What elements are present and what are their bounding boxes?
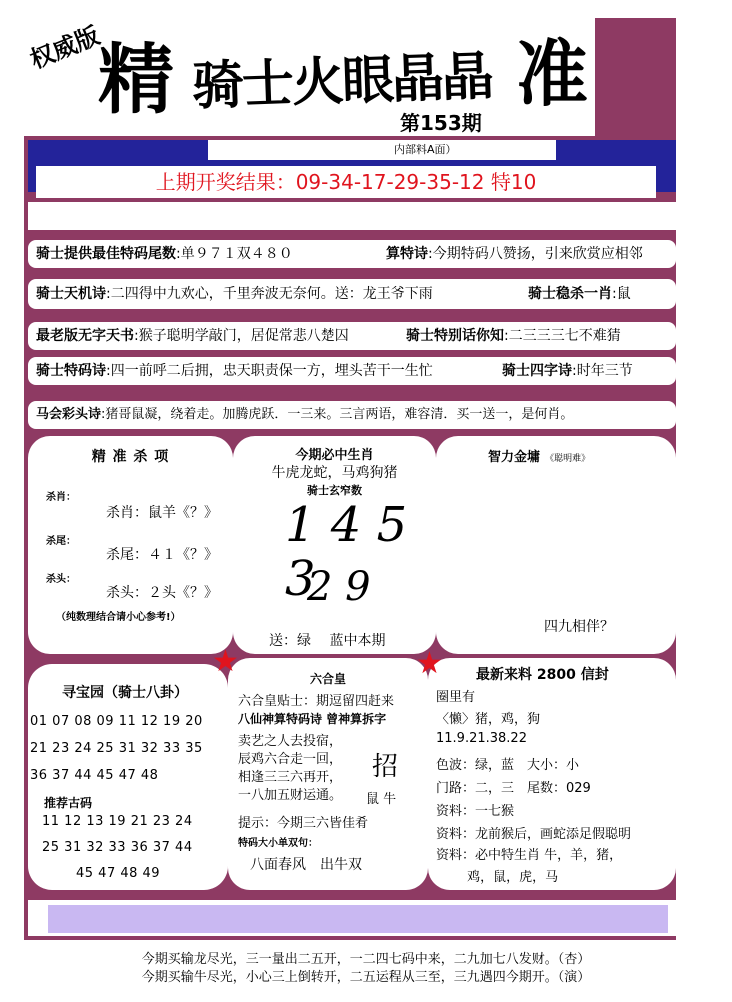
row3-label2: 骑士特别话你知 (406, 328, 504, 344)
kill-title: 精 准 杀 项 (91, 449, 170, 465)
latest-line-9: 鸡，鼠，虎，马 (450, 870, 559, 885)
char-left: 精 (98, 35, 174, 124)
latest-line-4: 色波：绿，蓝 大小：小 (436, 758, 580, 773)
zodiac-value: 牛虎龙蛇，马鸡狗猪 (271, 465, 398, 481)
latest-title: 最新来料 2800 信封 (476, 667, 609, 683)
row5-label: 马会彩头诗 (36, 407, 102, 422)
zodiac-panel (233, 436, 436, 654)
row-lucky-poem (28, 401, 676, 429)
star-icon: ★ (416, 646, 443, 681)
lilac-strip (48, 905, 668, 933)
puzzle-title: 智力金墉 (488, 450, 541, 465)
row4-label2: 骑士四字诗 (502, 363, 572, 379)
row3-value: :猴子聪明学敲门，居促常悲八楚囚 (134, 328, 349, 344)
liuhe-big-char: 招 (372, 752, 399, 782)
latest-line-7: 资料：龙前猴后，画蛇添足假聪明 (436, 827, 632, 842)
row-special-poem (28, 357, 676, 385)
liuhe-sticker: 六合皇贴士：期逗留四赶来 (238, 694, 395, 709)
liuhe-small-chars: 鼠 牛 (366, 792, 397, 807)
row2-label2: 骑士稳杀一肖 (528, 286, 612, 302)
row1-value: :单９７１双４８０ (176, 246, 293, 262)
latest-line-2: 〈懒〉猪，鸡，狗 (436, 712, 541, 727)
row2-value: :二四得中九欢心，千里奔波无奈何。送：龙王爷下雨 (106, 286, 433, 302)
row4-value: :四一前呼二后拥，忠天职责保一方，埋头苦干一生忙 (106, 363, 433, 379)
treasure-panel (28, 664, 228, 890)
row4-label: 骑士特码诗 (36, 363, 106, 379)
kill-note: （纯数理结合请小心参考!） (56, 612, 181, 623)
handwritten-line1: 1 4 5 3 (285, 497, 408, 607)
row3-label: 最老版无字天书 (36, 328, 134, 344)
liuhe-size-value: 八面春风 出牛双 (250, 857, 362, 873)
latest-line-8: 资料：必中特生肖 牛，羊，猪， (436, 848, 623, 863)
kill-tail-value: 杀尾：４１《？》 (106, 547, 218, 563)
kill-panel (28, 436, 233, 654)
latest-line-1: 圈里有 (436, 690, 476, 705)
liuhe-poem-1: 卖艺之人去投宿， (238, 734, 343, 749)
recommend-line3: 45 47 48 49 (76, 866, 161, 881)
liuhe-size-title: 特码大小单双句： (238, 838, 318, 849)
treasure-line3: 36 37 44 45 47 48 (30, 768, 159, 783)
row3-value2: :二三三三七不难猜 (504, 328, 621, 344)
liuhe-poem-2: 辰鸡六合走一回， (238, 752, 343, 767)
latest-line-5: 门路：二，三 尾数：029 (436, 781, 591, 796)
latest-line-3: 11.9.21.38.22 (436, 731, 527, 746)
treasure-line1: 01 07 08 09 11 12 19 20 (30, 714, 203, 729)
row2-label: 骑士天机诗 (36, 286, 106, 302)
latest-panel (428, 658, 676, 890)
treasure-title: 寻宝园（骑士八卦） (62, 685, 188, 701)
row-heaven-poem (28, 279, 676, 309)
row5-value: :猪哥鼠凝，绕着走。加腾虎跃．一三来。三言两语，难容清．买一送一，是何肖。 (101, 407, 574, 422)
treasure-line2: 21 23 24 25 31 32 33 35 (30, 741, 203, 756)
subtitle-strip: 内部料A面） (208, 140, 556, 160)
star-icon: ★ (212, 644, 239, 679)
row-heaven-book (28, 322, 676, 350)
mystery-title: 骑士玄窄数 (307, 484, 362, 497)
kill-head-label: 杀头： (46, 574, 76, 585)
liuhe-panel (228, 658, 428, 890)
recommend-line2: 25 31 32 33 36 37 44 (42, 840, 193, 855)
recommend-line1: 11 12 13 19 21 23 24 (42, 814, 193, 829)
liuhe-title: 六合皇 (309, 672, 346, 686)
row1-value2: :今期特码八赞扬，引来欣赏应相邻 (428, 246, 643, 262)
liuhe-hint: 提示：今期三六皆佳肴 (238, 816, 369, 831)
row2-value2: :鼠 (612, 286, 631, 302)
kill-head-value: 杀头：２头《？》 (106, 585, 218, 601)
blank-bar (28, 202, 676, 230)
liuhe-poem-4: 一八加五财运通。 (238, 788, 343, 803)
badge-text: 权威版 (25, 20, 104, 75)
footer-line-2: 今期买输牛尽光，小心三上倒转开，二五运程从三至，三九遇四今期开。（演） (141, 970, 591, 985)
row1-label2: 算特诗 (386, 246, 428, 262)
latest-line-6: 资料：一七猴 (436, 804, 515, 819)
row1-label: 骑士提供最佳特码尾数 (36, 246, 176, 262)
footer-line-1: 今期买输龙尽光，三一量出二五开，一二四七码中来，二九加七八发财。（杏） (141, 952, 591, 967)
kill-tail-label: 杀尾： (46, 536, 76, 547)
page-title: 骑士火眼晶晶 (191, 45, 493, 118)
kill-zodiac-label: 杀肖： (46, 492, 76, 503)
puzzle-answer: 四九相伴？ (544, 619, 614, 635)
puzzle-subtitle: 《聪明难》 (545, 454, 591, 464)
row4-value2: :时年三节 (572, 363, 633, 379)
handwritten-line2: 2 9 (307, 564, 371, 610)
zodiac-title: 今期必中生肖 (295, 448, 374, 463)
zodiac-send: 送：绿 蓝中本期 (269, 633, 386, 649)
char-right: 准 (516, 31, 589, 116)
row-tail-numbers (28, 240, 676, 268)
liuhe-poem-3: 相逢三三六再开， (238, 770, 343, 785)
liuhe-poem-title: 八仙神算特码诗 曾神算拆字 (238, 712, 387, 726)
recommend-title: 推荐古码 (44, 796, 93, 810)
kill-zodiac-value: 杀肖：鼠羊《？》 (106, 505, 218, 521)
puzzle-panel (436, 436, 676, 654)
last-result: 上期开奖结果：09-34-17-29-35-12 特10 (36, 166, 656, 198)
issue-number: 第153期 (400, 111, 482, 135)
